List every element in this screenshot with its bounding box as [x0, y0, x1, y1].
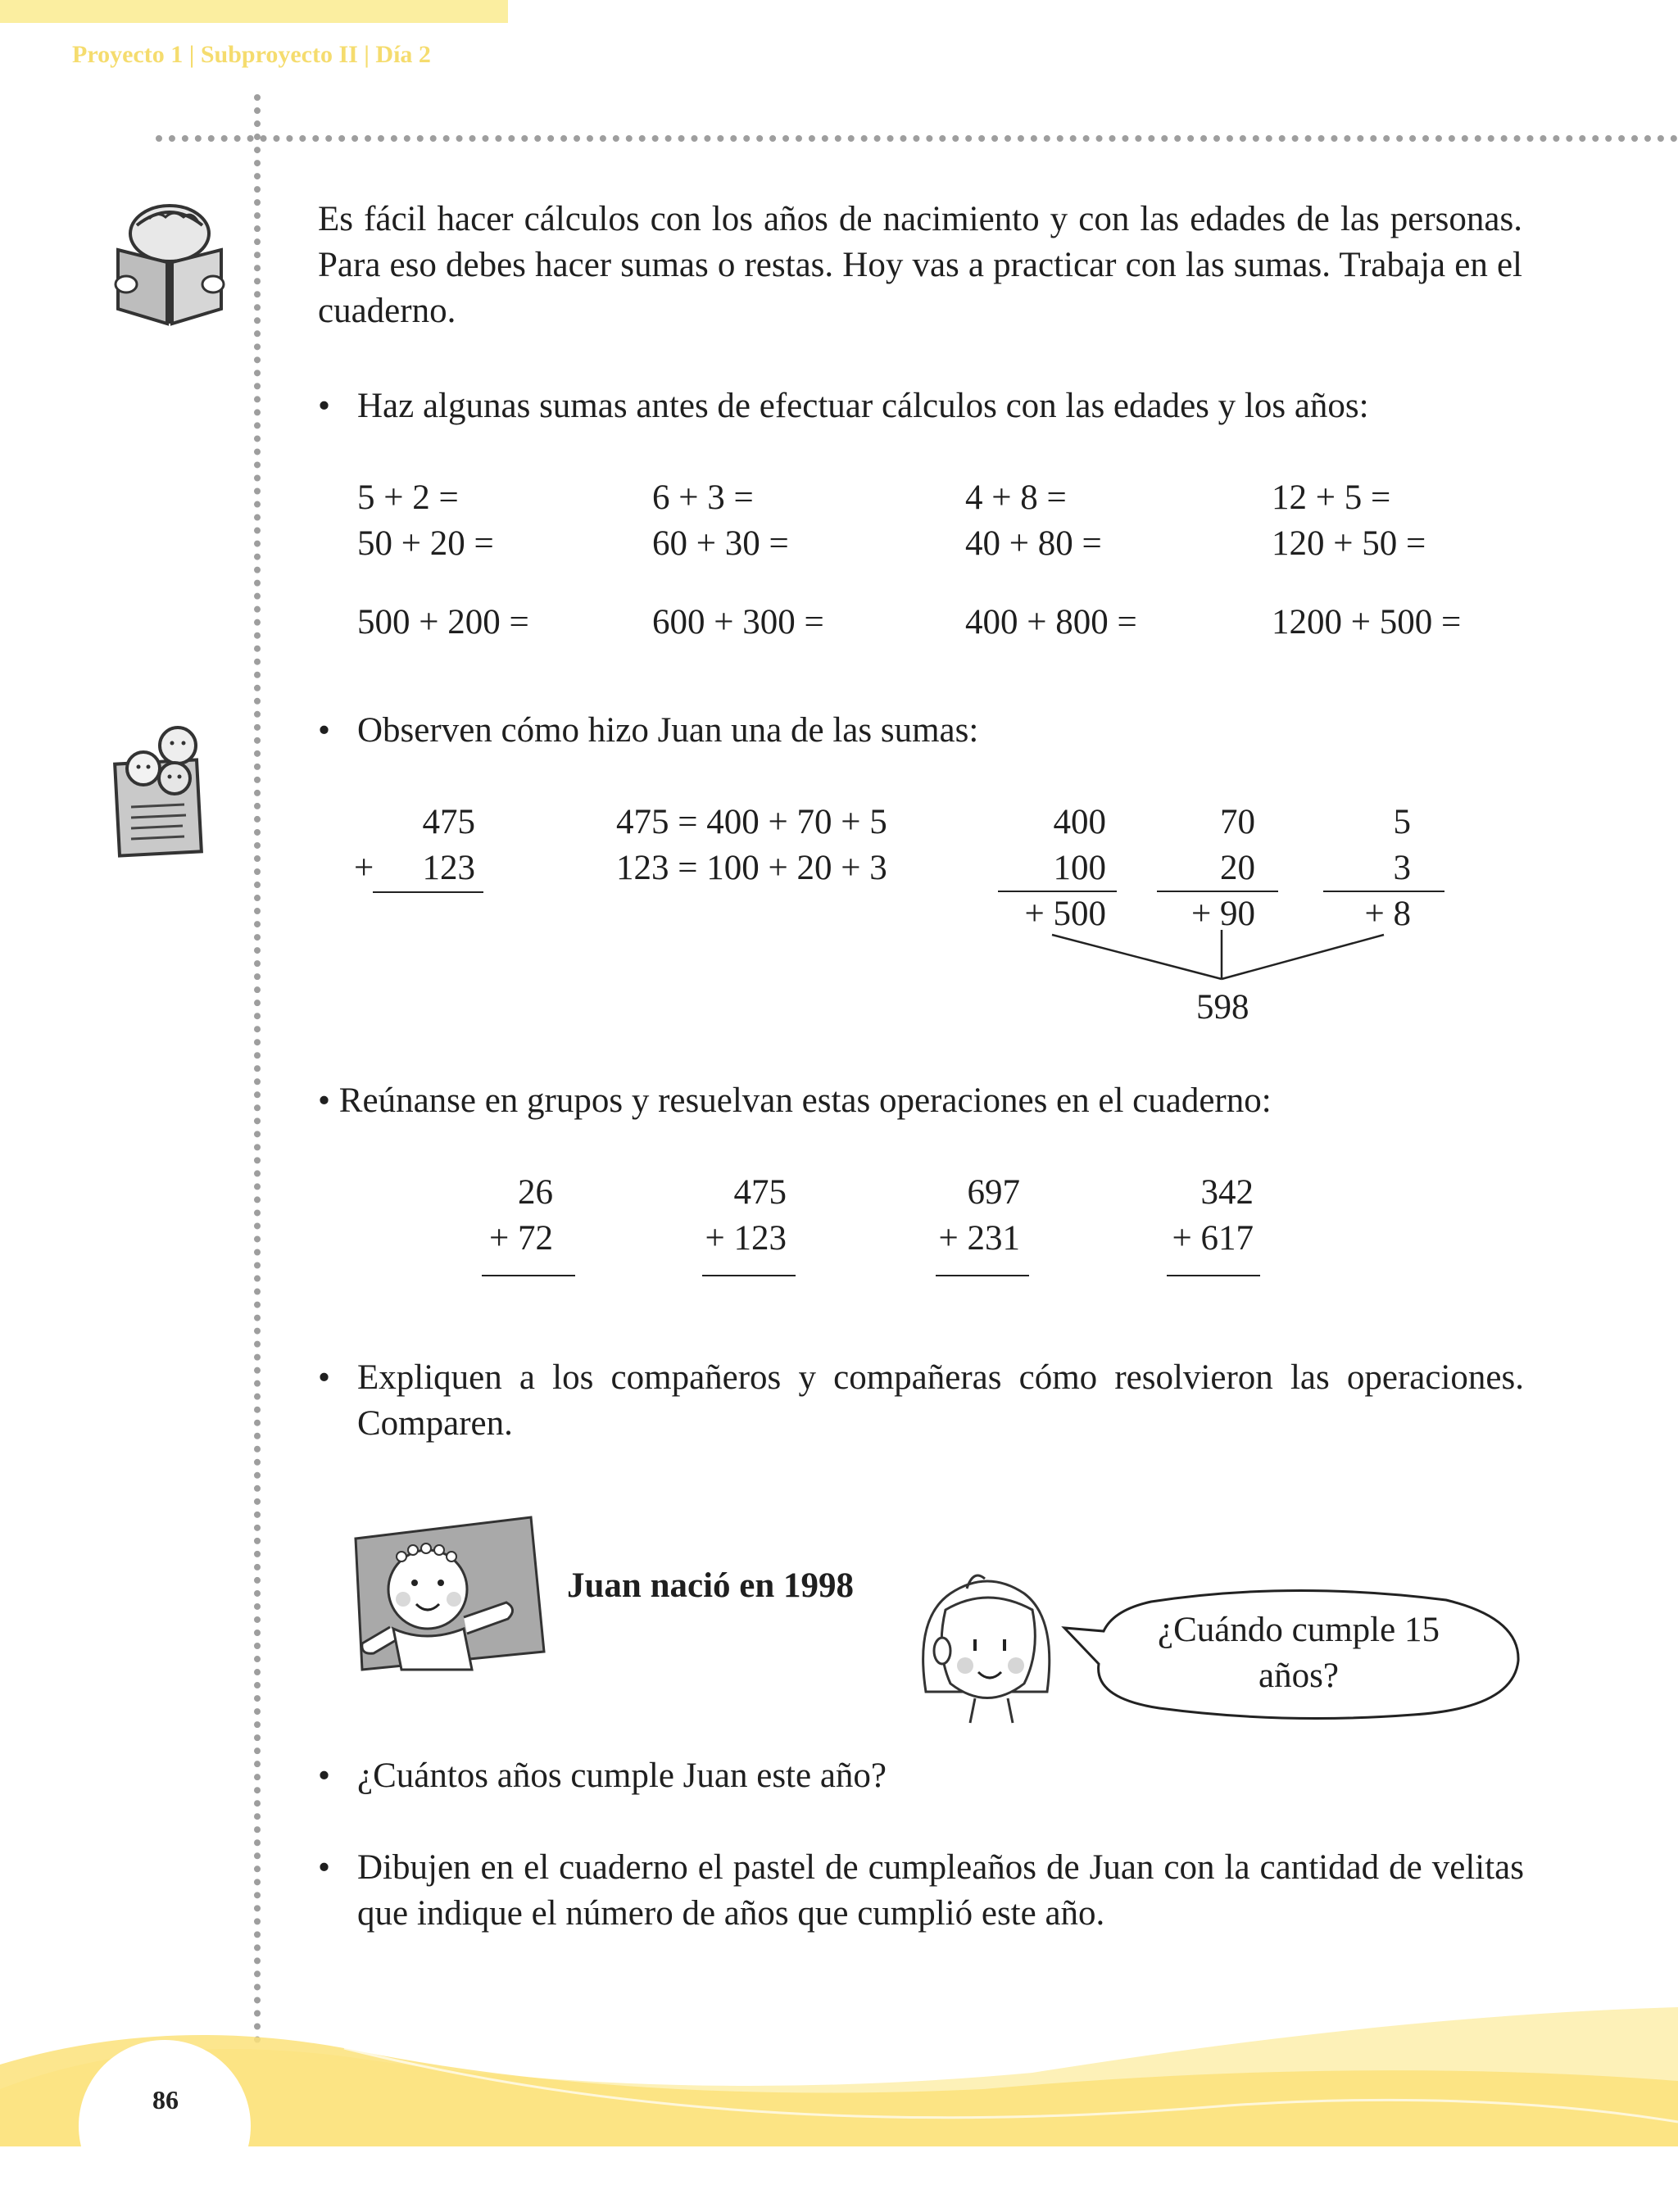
bullet-glyph: •	[318, 387, 331, 425]
juan-plus-sign: +	[354, 849, 374, 887]
op2-bottom: + 123	[705, 1219, 787, 1258]
bubble-question: ¿Cuándo cumple 15 años?	[1158, 1611, 1440, 1695]
bullet-glyph: •	[318, 711, 331, 750]
instruction-observe-juan: Observen cómo hizo Juan una de las sumas:	[357, 711, 979, 750]
juan-decomposition-1: 475 = 400 + 70 + 5	[616, 803, 887, 841]
juan-addend-bottom: 123	[422, 849, 475, 887]
op4-top: 342	[1200, 1173, 1254, 1212]
op3-line	[936, 1275, 1029, 1276]
group-children-icon	[111, 721, 225, 860]
hundreds-result: + 500	[1024, 895, 1106, 933]
bullet-glyph: •	[318, 1848, 331, 1887]
bullet-glyph: •	[318, 1756, 331, 1795]
sum-c3-1: 4 + 8 =	[965, 478, 1067, 517]
sum-c2-1: 6 + 3 =	[652, 478, 754, 517]
baby-photo-icon	[344, 1514, 549, 1674]
sum-c2-3: 600 + 300 =	[652, 603, 824, 641]
footer-wave	[0, 1983, 1678, 2146]
bullet-glyph: •	[318, 1358, 331, 1397]
intro-paragraph: Es fácil hacer cálculos con los años de nacimiento y con las edades de las personas. Para eso debes hacer sumas o restas. Hoy vas a practicar con las sumas. Trabaja en el cuaderno.	[318, 200, 1522, 330]
op1-bottom: + 72	[488, 1219, 553, 1258]
op1-line	[482, 1275, 575, 1276]
page-number-circle	[79, 2040, 251, 2212]
partial-sums-connector	[983, 930, 1442, 987]
juan-decomposition-2: 123 = 100 + 20 + 3	[616, 849, 887, 887]
sum-c4-1: 12 + 5 =	[1272, 478, 1391, 517]
op4-bottom: + 617	[1172, 1219, 1254, 1258]
op3-bottom: + 231	[938, 1219, 1020, 1258]
op3-top: 697	[967, 1173, 1020, 1212]
units-b: 3	[1393, 849, 1411, 887]
op4-line	[1167, 1275, 1260, 1276]
instruction-explain: Expliquen a los compañeros y compañeras cómo resolvieron las operaciones. Comparen.	[357, 1358, 1524, 1443]
sum-c2-2: 60 + 30 =	[652, 524, 789, 563]
sum-c3-2: 40 + 80 =	[965, 524, 1102, 563]
units-result: + 8	[1364, 895, 1411, 933]
page-number: 86	[152, 2085, 179, 2115]
sum-c4-2: 120 + 50 =	[1272, 524, 1426, 563]
juan-sum-line	[373, 891, 483, 893]
op2-line	[702, 1275, 796, 1276]
page-header: Proyecto 1 | Subproyecto II | Día 2	[72, 41, 431, 68]
reading-child-icon	[108, 201, 231, 332]
horizontal-dotted-divider	[156, 135, 1678, 150]
hundreds-a: 400	[1053, 803, 1106, 841]
sum-c1-1: 5 + 2 =	[357, 478, 459, 517]
sum-c1-2: 50 + 20 =	[357, 524, 494, 563]
instruction-group-work: • Reúnanse en grupos y resuelvan estas operaciones en el cuaderno:	[318, 1081, 1272, 1120]
question-age-this-year: ¿Cuántos años cumple Juan este año?	[357, 1756, 887, 1795]
tens-b: 20	[1220, 849, 1255, 887]
vertical-dotted-divider	[254, 94, 261, 2044]
juan-birth-year-label: Juan nació en 1998	[567, 1566, 855, 1605]
op2-top: 475	[733, 1173, 787, 1212]
juan-total: 598	[1196, 988, 1249, 1027]
top-color-band	[0, 0, 508, 23]
op1-top: 26	[518, 1173, 553, 1212]
tens-a: 70	[1220, 803, 1255, 841]
units-a: 5	[1393, 803, 1411, 841]
girl-face-icon	[909, 1561, 1065, 1725]
sum-c4-3: 1200 + 500 =	[1272, 603, 1462, 641]
instruction-warmup-sums: Haz algunas sumas antes de efectuar cálculos con las edades y los años:	[357, 387, 1369, 425]
hundreds-b: 100	[1053, 849, 1106, 887]
tens-result: + 90	[1190, 895, 1255, 933]
juan-addend-top: 475	[422, 803, 475, 841]
sum-c3-3: 400 + 800 =	[965, 603, 1137, 641]
sum-c1-3: 500 + 200 =	[357, 603, 529, 641]
instruction-draw-cake: Dibujen en el cuaderno el pastel de cumpleaños de Juan con la cantidad de velitas que indique el número de años que cumplió este año.	[357, 1848, 1524, 1933]
